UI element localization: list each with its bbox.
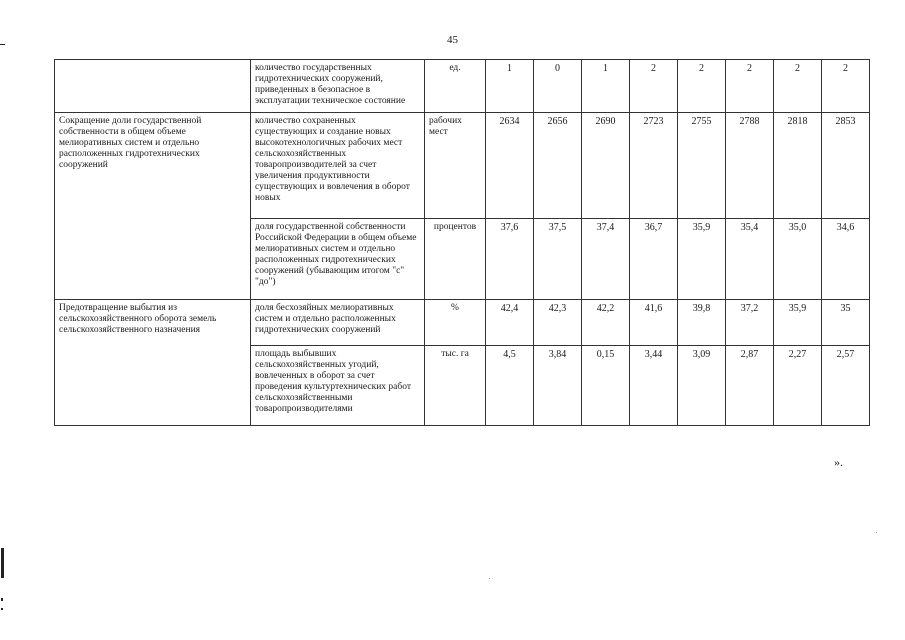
value-cell: 2 [678, 60, 726, 113]
value-cell: 2634 [486, 113, 534, 219]
scan-speck [489, 578, 490, 579]
page-number: 45 [447, 34, 458, 46]
indicators-table [54, 59, 870, 426]
value-cell: 35,0 [774, 219, 822, 300]
value-cell: 42,2 [582, 300, 630, 346]
value-cell: 2,57 [822, 346, 870, 426]
value-cell: 2755 [678, 113, 726, 219]
value-cell: 2656 [534, 113, 582, 219]
value-cell: 2723 [630, 113, 678, 219]
value-cell: 2 [774, 60, 822, 113]
value-cell: 41,6 [630, 300, 678, 346]
value-cell: 36,7 [630, 219, 678, 300]
value-cell: 42,4 [486, 300, 534, 346]
value-cell: 2818 [774, 113, 822, 219]
value-cell: 2 [630, 60, 678, 113]
value-cell: 0,15 [582, 346, 630, 426]
margin-bar [1, 548, 4, 578]
value-cell: 37,4 [582, 219, 630, 300]
value-cell: 4,5 [486, 346, 534, 426]
value-cell: 2853 [822, 113, 870, 219]
goal-cell: Сокращение доли государственной собственности в общем объеме мелиоративных систем и отдельно расположенных гидротехнических сооружений [55, 113, 251, 300]
closing-quote-mark: ». [834, 455, 843, 469]
unit-cell: тыс. га [425, 346, 486, 426]
value-cell: 3,44 [630, 346, 678, 426]
value-cell: 2,27 [774, 346, 822, 426]
value-cell: 3,09 [678, 346, 726, 426]
table-row [55, 113, 870, 219]
table-row [55, 60, 870, 113]
unit-cell: % [425, 300, 486, 346]
value-cell: 35,4 [726, 219, 774, 300]
indicator-cell: количество государственных гидротехнических сооружений, приведенных в безопасное в эксплуатации техническое состояние [251, 60, 425, 113]
value-cell: 2788 [726, 113, 774, 219]
value-cell: 37,5 [534, 219, 582, 300]
table-body [55, 60, 870, 426]
margin-tick [1, 608, 3, 610]
indicator-cell: доля бесхозяйных мелиоративных систем и отдельно расположенных гидротехнических сооружений [251, 300, 425, 346]
indicator-cell: площадь выбывших сельскохозяйственных угодий, вовлеченных в оборот за счет проведения культуртехнических работ сельскохозяйственными товаропроизводителями [251, 346, 425, 426]
value-cell: 35,9 [774, 300, 822, 346]
value-cell: 2 [822, 60, 870, 113]
value-cell: 34,6 [822, 219, 870, 300]
indicator-cell: количество сохраненных существующих и создание новых высокотехнологичных рабочих мест сельскохозяйственных товаропроизводителей за счет увеличения продуктивности существующих и вовлечения в оборот новых [251, 113, 425, 219]
table-row [55, 300, 870, 346]
value-cell: 0 [534, 60, 582, 113]
scan-speck [876, 532, 877, 533]
value-cell: 2,87 [726, 346, 774, 426]
value-cell: 37,2 [726, 300, 774, 346]
unit-cell: процентов [425, 219, 486, 300]
goal-cell [55, 60, 251, 113]
value-cell: 1 [486, 60, 534, 113]
margin-tick [1, 598, 3, 601]
unit-cell: ед. [425, 60, 486, 113]
value-cell: 2 [726, 60, 774, 113]
indicator-cell: доля государственной собственности Российской Федерации в общем объеме мелиоративных систем и отдельно расположенных гидротехнических сооружений (убывающим итогом "с" "до") [251, 219, 425, 300]
goal-cell: Предотвращение выбытия из сельскохозяйственного оборота земель сельскохозяйственного назначения [55, 300, 251, 426]
value-cell: 1 [582, 60, 630, 113]
value-cell: 2690 [582, 113, 630, 219]
value-cell: 42,3 [534, 300, 582, 346]
value-cell: 35,9 [678, 219, 726, 300]
value-cell: 39,8 [678, 300, 726, 346]
value-cell: 3,84 [534, 346, 582, 426]
unit-cell: рабочих мест [425, 113, 486, 219]
value-cell: 35 [822, 300, 870, 346]
value-cell: 37,6 [486, 219, 534, 300]
margin-tick [0, 44, 5, 45]
